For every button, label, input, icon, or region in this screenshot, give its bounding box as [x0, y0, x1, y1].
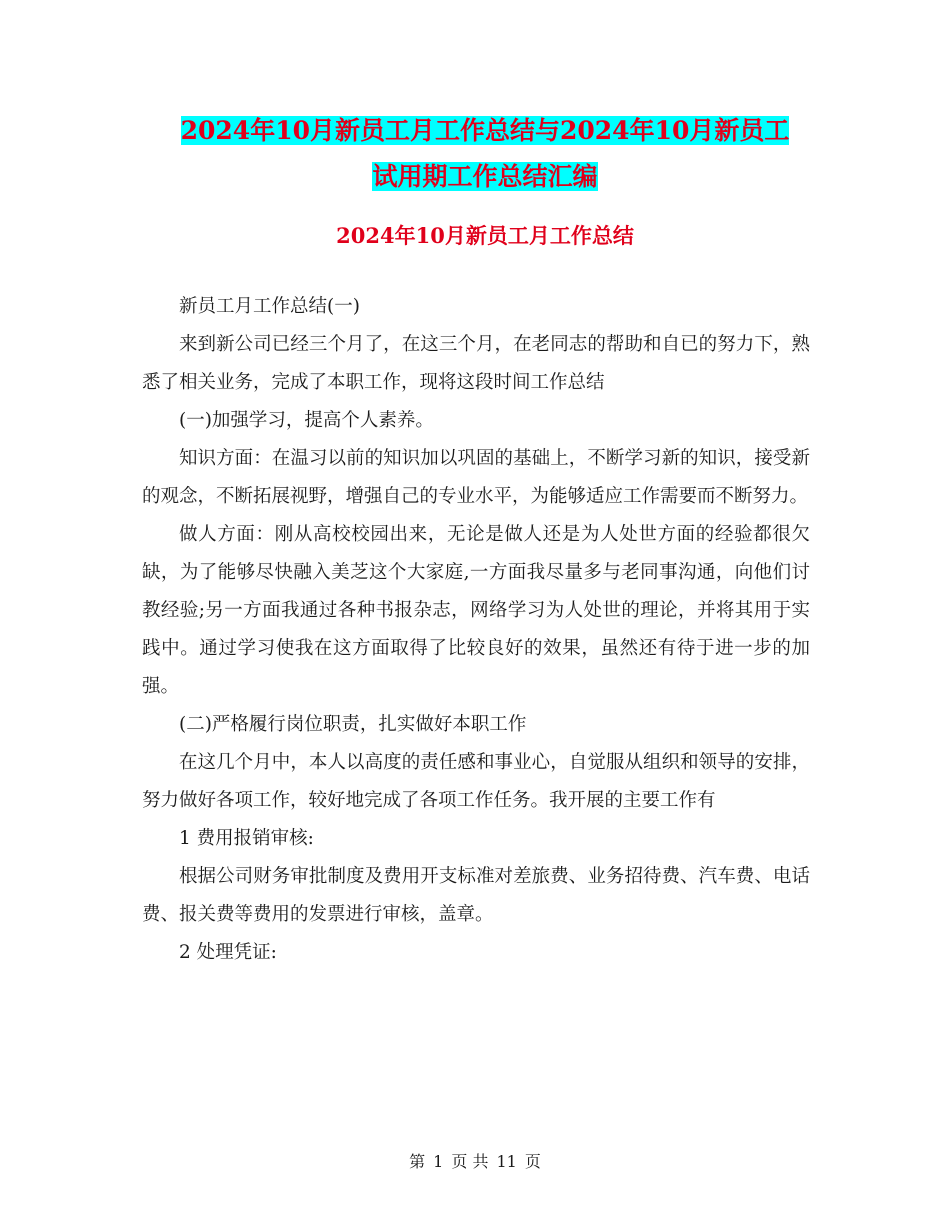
- document-title-line-1: 2024年10月新员工月工作总结与2024年10月新员工: [180, 116, 790, 145]
- footer-prefix: 第: [409, 1152, 426, 1171]
- paragraph: 根据公司财务审批制度及费用开支标准对差旅费、业务招待费、汽车费、电话费、报关费等费用的发票进行审核，盖章。: [142, 866, 810, 925]
- document-title: [140, 108, 830, 200]
- paragraph: 做人方面：刚从高校校园出来，无论是做人还是为人处世方面的经验都很欠缺，为了能够尽快融入美芝这个大家庭,一方面我尽量多与老同事沟通，向他们讨教经验;另一方面我通过各种书报杂志，网络学习为人处世的理论，并将其用于实践中。通过学习使我在这方面取得了比较良好的效果，虽然还有待于进一步的加强。: [142, 524, 810, 697]
- page-number: 1: [433, 1152, 444, 1171]
- footer-mid: 页 共: [451, 1152, 489, 1171]
- total-pages: 11: [496, 1152, 517, 1171]
- paragraph: (一)加强学习，提高个人素养。: [179, 410, 434, 431]
- paragraph: 1 费用报销审核:: [179, 828, 314, 849]
- paragraph: 2 处理凭证:: [179, 942, 277, 963]
- document-title-line-2: 试用期工作总结汇编: [372, 162, 598, 191]
- paragraph: 新员工月工作总结(一): [179, 296, 360, 317]
- page-footer: [0, 1150, 950, 1174]
- paragraph: 在这几个月中，本人以高度的责任感和事业心，自觉服从组织和领导的安排，努力做好各项工作，较好地完成了各项工作任务。我开展的主要工作有: [142, 752, 810, 811]
- paragraph: 来到新公司已经三个月了，在这三个月，在老同志的帮助和自已的努力下，熟悉了相关业务，完成了本职工作，现将这段时间工作总结: [142, 334, 810, 393]
- paragraph: (二)严格履行岗位职责，扎实做好本职工作: [179, 714, 527, 735]
- section-title: 2024年10月新员工月工作总结: [336, 223, 634, 248]
- footer-suffix: 页: [524, 1152, 541, 1171]
- paragraph: 知识方面：在温习以前的知识加以巩固的基础上，不断学习新的知识，接受新的观念，不断拓展视野，增强自己的专业水平，为能够适应工作需要而不断努力。: [142, 448, 810, 507]
- document-body: [142, 288, 810, 972]
